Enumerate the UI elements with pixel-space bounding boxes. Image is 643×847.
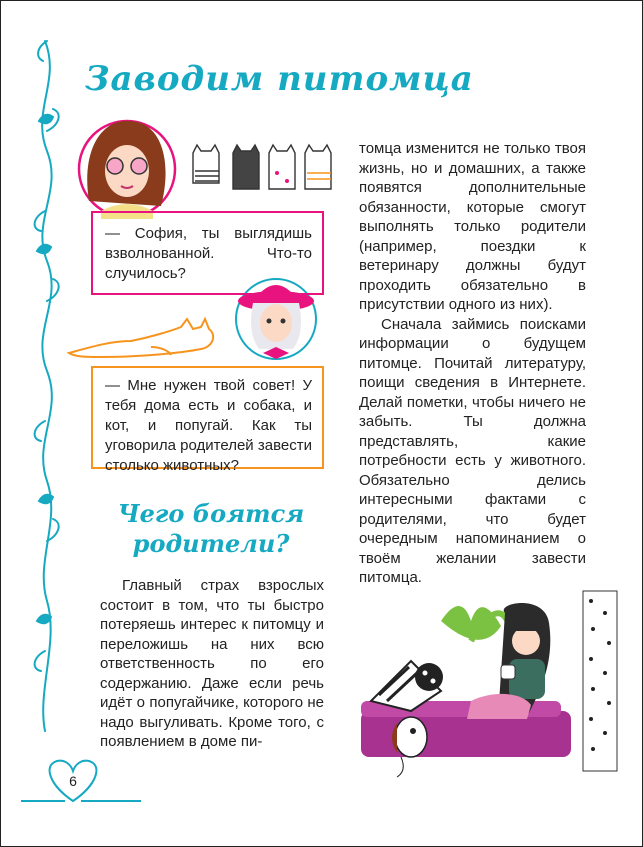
dialog-line-2: — Мне нужен твой совет! У тебя дома есть и собака, и кот, и попугай. Как ты уговорила родителей завести столько животных? <box>105 377 312 474</box>
left-paragraph: Главный страх взрослых состоит в том, что ты быстро потеряешь интерес к питомцу и переложишь на них всю ответственность по его содержанию. Даже если речь идёт о попугайчике, которого не надо выгуливать. Кроме того, с появлением в доме пи- <box>100 577 324 750</box>
right-paragraph-2: Сначала займись поисками информации о будущем питомце. Почитай литературу, поищи сведения в Интернете. Делай пометки, чтобы ничего не забыть. Ты должна представлять, какие потребности есть у животного. Обязательно делись интересными фактами с родителями, что будет очередным напоминанием о твоём желании завести питомца. <box>359 315 586 586</box>
girl-sofia-portrait-icon <box>79 121 175 219</box>
page-number: 6 <box>69 773 77 789</box>
vine-ornament-icon <box>35 41 59 731</box>
dialog-bubble-sofia <box>91 211 324 295</box>
section-heading: Чего боятся родители? <box>117 499 305 558</box>
dialog-line-1: — София, ты выглядишь взволнованной. Что-то случилось? <box>105 225 312 282</box>
lying-cat-icon <box>69 319 213 357</box>
right-paragraph-1: томца изменится не только твоя жизнь, но и домашних, а также появятся дополнительные обязанности, которые смогут выполнять только родители (например, поездки к ветеринару должны будут проходить обязательно в присутствии одного из них). <box>359 140 586 313</box>
cats-row-icon <box>193 145 331 189</box>
right-column <box>359 139 586 588</box>
dialog-bubble-friend <box>91 366 324 474</box>
page-title: Заводим питомца <box>85 59 474 99</box>
dog-icon <box>392 717 427 777</box>
girl-on-sofa-with-dog-icon <box>361 591 617 777</box>
left-column <box>100 576 324 752</box>
